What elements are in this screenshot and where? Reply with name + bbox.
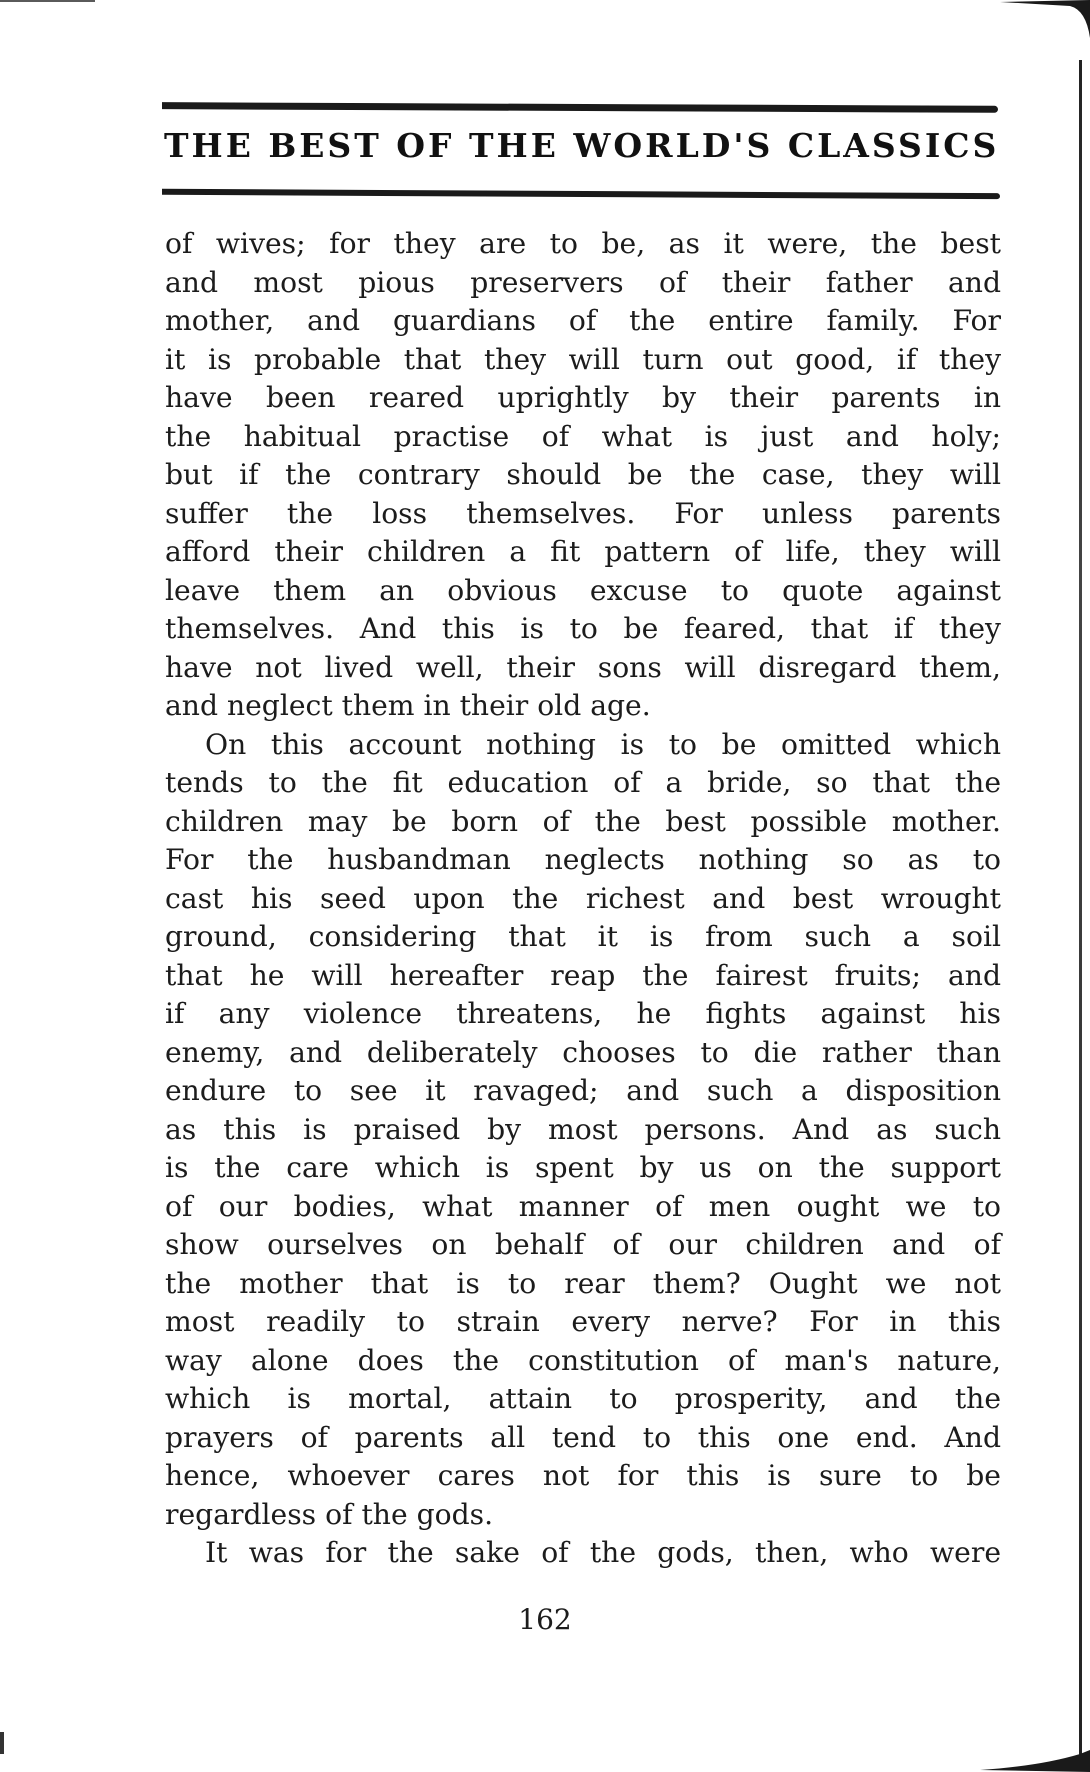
text-line: prayers of parents all tend to this one end. And: [165, 1420, 1001, 1454]
text-line: that he will hereafter reap the fairest fruits; and: [165, 958, 1001, 992]
scan-corner-top-right: [1000, 0, 1090, 40]
header-rule-bottom: [162, 189, 1000, 199]
text-line: of wives; for they are to be, as it were, the best: [165, 227, 1001, 260]
text-line: For the husbandman neglects nothing so as to: [165, 843, 1001, 876]
text-line: hence, whoever cares not for this is sure to be: [165, 1459, 1001, 1492]
scan-edge-bottom-left: [0, 1732, 4, 1754]
text-line: the habitual practise of what is just and holy;: [165, 419, 1001, 453]
text-line: is the care which is spent by us on the support: [165, 1151, 1001, 1184]
text-line: On this account nothing is to be omitted which: [205, 727, 1001, 761]
text-line: which is mortal, attain to prosperity, and the: [165, 1382, 1001, 1415]
text-line: suffer the loss themselves. For unless parents: [165, 496, 1001, 530]
body-text: [165, 225, 1001, 1573]
paragraph: [165, 1534, 1001, 1573]
text-line: have been reared uprightly by their parents in: [165, 381, 1001, 414]
text-line: of our bodies, what manner of men ought we to: [165, 1189, 1001, 1223]
text-line: but if the contrary should be the case, they will: [165, 458, 1001, 491]
text-line: as this is praised by most persons. And as such: [165, 1112, 1001, 1146]
text-line: tends to the fit education of a bride, so that the: [165, 766, 1001, 799]
text-line: afford their children a fit pattern of life, they will: [165, 535, 1001, 568]
text-line: regardless of the gods.: [165, 1497, 494, 1531]
scan-edge-right: [1079, 60, 1082, 1760]
text-line: enemy, and deliberately chooses to die rather than: [165, 1035, 1001, 1069]
text-line: if any violence threatens, he fights against his: [165, 997, 1001, 1030]
text-line: endure to see it ravaged; and such a disposition: [165, 1074, 1001, 1107]
text-line: most readily to strain every nerve? For in this: [165, 1305, 1001, 1338]
text-line: and neglect them in their old age.: [165, 689, 651, 722]
text-line: and most pious preservers of their father and: [165, 265, 1001, 299]
text-line: leave them an obvious excuse to quote against: [165, 573, 1001, 607]
text-line: it is probable that they will turn out good, if they: [165, 342, 1001, 376]
running-title: THE BEST OF THE WORLD'S CLASSICS: [164, 126, 1000, 165]
text-line: themselves. And this is to be feared, that if they: [165, 612, 1001, 645]
scan-edge-top-left: [0, 0, 95, 2]
text-line: children may be born of the best possible mother.: [165, 804, 1001, 838]
text-line: cast his seed upon the richest and best wrought: [165, 881, 1001, 915]
header-rule-top: [162, 102, 998, 113]
page-number: 162: [518, 1603, 572, 1636]
text-line: have not lived well, their sons will disregard them,: [165, 650, 1001, 684]
text-line: way alone does the constitution of man's nature,: [165, 1343, 1001, 1377]
text-line: ground, considering that it is from such a soil: [165, 920, 1001, 953]
paragraph: [165, 225, 1001, 726]
text-line: show ourselves on behalf of our children and of: [165, 1228, 1001, 1261]
text-line: the mother that is to rear them? Ought we not: [165, 1266, 1001, 1300]
text-line: It was for the sake of the gods, then, who were: [205, 1536, 1001, 1569]
text-line: mother, and guardians of the entire family. For: [165, 304, 1001, 337]
scan-corner-bottom-right: [980, 1742, 1090, 1772]
paragraph: [165, 726, 1001, 1535]
